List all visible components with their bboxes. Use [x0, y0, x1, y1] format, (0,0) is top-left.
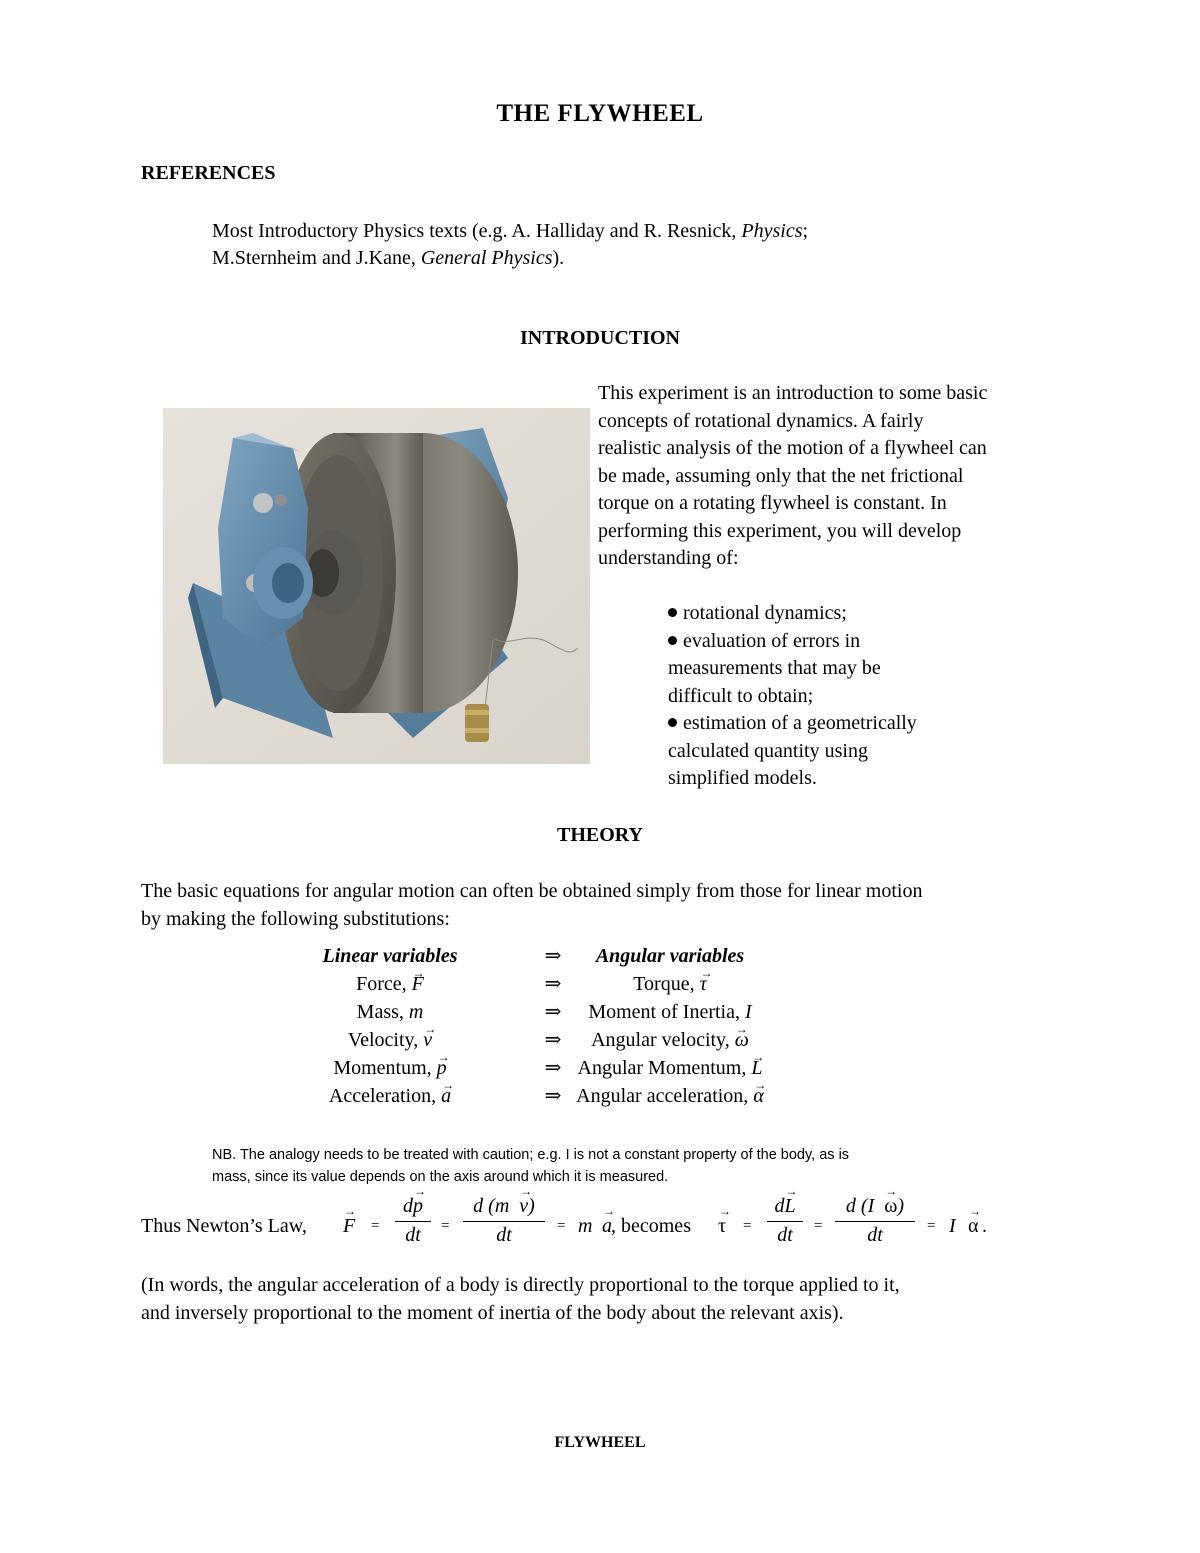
- note-line: mass, since its value depends on the axis around which it is measured.: [212, 1169, 669, 1185]
- list-item-text: rotational dynamics;: [683, 602, 847, 624]
- flywheel-photo: [163, 408, 590, 764]
- equals-sign: =: [441, 1218, 450, 1234]
- angular-label: Angular Momentum,: [577, 1057, 752, 1079]
- linear-symbol: v →: [423, 1026, 432, 1054]
- list-item: [668, 710, 1068, 738]
- references-heading: REFERENCES: [141, 162, 276, 184]
- page-title: THE FLYWHEEL: [496, 100, 704, 127]
- fraction-denominator: dt: [496, 1224, 512, 1246]
- force-symbol: F →: [343, 1215, 355, 1238]
- fraction-numerator: [395, 1195, 431, 1219]
- fraction-dL-dt: [767, 1195, 803, 1247]
- introduction-heading: INTRODUCTION: [519, 327, 681, 349]
- references-text: [212, 218, 1092, 272]
- angular-symbol: L →: [751, 1054, 762, 1082]
- angular-cell: [530, 1054, 810, 1082]
- linear-label: Momentum,: [333, 1057, 437, 1079]
- analogy-note: [212, 1144, 1012, 1188]
- list-item-text: estimation of a geometrically: [683, 712, 917, 734]
- angular-symbol: α →: [753, 1082, 764, 1110]
- implies-arrow: ⇒: [544, 973, 562, 995]
- list-item: [668, 628, 1068, 656]
- theory-heading: THEORY: [557, 824, 643, 846]
- equals-sign: =: [557, 1218, 566, 1234]
- implies-arrow: ⇒: [544, 1057, 562, 1079]
- equals-sign: =: [927, 1218, 936, 1234]
- linear-cell: [240, 1054, 540, 1082]
- angular-symbol: ω →: [735, 1026, 749, 1054]
- linear-cell: [240, 1082, 540, 1110]
- momentum-symbol: p →: [413, 1195, 423, 1218]
- note-line: NB. The analogy needs to be treated with caution; e.g. I is not a constant property of the body, as is: [212, 1147, 850, 1163]
- list-item: [668, 600, 1068, 628]
- linear-label: Force,: [356, 973, 412, 995]
- angular-label: Angular acceleration,: [576, 1085, 754, 1107]
- list-item-text: calculated quantity using: [668, 739, 868, 762]
- reference-line-1: [212, 218, 1092, 245]
- mass-symbol: m: [578, 1215, 593, 1237]
- newtons-law-equation: [141, 1195, 1141, 1265]
- angular-momentum-symbol: L →: [784, 1195, 795, 1218]
- fraction-numerator: d (m v →): [463, 1195, 545, 1219]
- fraction-bar: [835, 1221, 915, 1222]
- bullet-icon: [668, 718, 677, 727]
- linear-cell: [240, 1026, 540, 1054]
- table-row: [300, 1082, 900, 1110]
- fraction-denominator: dt: [777, 1224, 793, 1246]
- implies-arrow: ⇒: [544, 1001, 562, 1023]
- implies-arrow: ⇒: [544, 945, 562, 967]
- fraction-bar: [395, 1221, 431, 1222]
- header-angular: Angular variables: [595, 945, 745, 967]
- table-row: [300, 998, 900, 1026]
- linear-symbol: F →: [412, 970, 424, 998]
- linear-symbol: a →: [441, 1082, 451, 1110]
- fraction-denominator: dt: [867, 1224, 883, 1246]
- linear-cell: [240, 970, 540, 998]
- acceleration-symbol: a →: [602, 1215, 612, 1238]
- fraction-dIw-dt: [835, 1195, 915, 1247]
- fraction-denominator: dt: [405, 1224, 421, 1246]
- angular-acceleration-symbol: α →: [968, 1215, 978, 1238]
- angular-cell: [530, 998, 810, 1026]
- fraction-bar: [767, 1221, 803, 1222]
- objectives-list: [668, 600, 1068, 793]
- table-row: [300, 1026, 900, 1054]
- closing-line: and inversely proportional to the moment of inertia of the body about the relevant axis).: [141, 1301, 844, 1324]
- intro-line: realistic analysis of the motion of a flywheel can: [598, 437, 987, 459]
- implies-arrow: ⇒: [544, 1029, 562, 1051]
- table-row: [300, 970, 900, 998]
- header-linear: Linear variables: [322, 945, 458, 967]
- reference-line-2: [212, 245, 1092, 272]
- fraction-dmv-dt: [463, 1195, 545, 1247]
- becomes-text: , becomes: [611, 1215, 691, 1237]
- mass-symbol: m: [494, 1195, 510, 1217]
- linear-symbol: m: [408, 1001, 424, 1023]
- intro-line: torque on a rotating flywheel is constant. In: [598, 492, 947, 514]
- velocity-symbol: v →: [519, 1195, 528, 1218]
- theory-line: by making the following substitutions:: [141, 907, 450, 930]
- list-item-text: measurements that may be: [668, 657, 881, 679]
- linear-label: Mass,: [356, 1001, 409, 1023]
- table-header-row: [300, 942, 900, 970]
- angular-cell: [530, 1082, 810, 1110]
- fraction-bar: [463, 1221, 545, 1222]
- equals-sign: =: [814, 1218, 823, 1234]
- list-item-text: difficult to obtain;: [668, 684, 814, 707]
- theory-paragraph: [141, 878, 1071, 933]
- table-row: [300, 1054, 900, 1082]
- page-footer: FLYWHEEL: [554, 1434, 646, 1451]
- angular-velocity-symbol: ω →: [884, 1195, 897, 1218]
- d-symbol: d: [774, 1195, 785, 1217]
- intro-line: understanding of:: [598, 547, 739, 569]
- inertia-symbol: I: [949, 1215, 956, 1237]
- introduction-paragraph: [598, 380, 1068, 573]
- intro-line: performing this experiment, you will develop: [598, 519, 962, 542]
- angular-cell: [530, 970, 810, 998]
- angular-label: Angular velocity,: [591, 1029, 735, 1051]
- linear-label: Velocity,: [347, 1029, 424, 1051]
- closing-line: (In words, the angular acceleration of a body is directly proportional to the torque applied to it,: [141, 1274, 900, 1296]
- bullet-icon: [668, 608, 677, 617]
- list-item-text: evaluation of errors in: [683, 629, 861, 652]
- equation-end: .: [982, 1215, 987, 1237]
- reference-2-text: M.Sternheim and J.Kane,: [212, 247, 421, 269]
- linear-cell: [240, 998, 540, 1026]
- d-symbol: d: [473, 1195, 484, 1217]
- reference-1-text: Most Introductory Physics texts (e.g. A. Halliday and R. Resnick,: [212, 220, 742, 242]
- intro-line: concepts of rotational dynamics. A fairly: [598, 409, 924, 432]
- implies-arrow: ⇒: [544, 1085, 562, 1107]
- substitution-table: [300, 942, 900, 1110]
- d-symbol: d: [403, 1195, 413, 1217]
- torque-symbol: τ →: [718, 1215, 726, 1238]
- angular-label: Moment of Inertia,: [588, 1001, 745, 1023]
- list-item-text: simplified models.: [668, 767, 817, 789]
- reference-1-end: ;: [802, 220, 809, 242]
- linear-label: Acceleration,: [328, 1085, 442, 1107]
- closing-paragraph: [141, 1272, 1071, 1327]
- equation-prefix: Thus Newton’s Law,: [141, 1215, 307, 1237]
- intro-line: be made, assuming only that the net frictional: [598, 464, 964, 487]
- equals-sign: =: [371, 1218, 380, 1234]
- reference-2-book: General Physics: [420, 247, 553, 269]
- angular-label: Torque,: [633, 973, 700, 995]
- angular-symbol: τ →: [700, 970, 707, 998]
- bullet-icon: [668, 636, 677, 645]
- fraction-numerator: [767, 1195, 803, 1219]
- fraction-dp-dt: [395, 1195, 431, 1247]
- angular-symbol: I: [744, 1001, 752, 1023]
- theory-line: The basic equations for angular motion can often be obtained simply from those for linear motion: [141, 880, 923, 902]
- d-symbol: d: [845, 1195, 856, 1217]
- fraction-numerator: d (I ω →): [835, 1195, 915, 1219]
- intro-line: This experiment is an introduction to some basic: [598, 382, 988, 404]
- reference-2-end: ).: [552, 247, 565, 269]
- inertia-symbol: I: [867, 1195, 875, 1217]
- reference-1-book: Physics: [741, 220, 803, 242]
- linear-symbol: p →: [437, 1054, 447, 1082]
- angular-cell: [530, 1026, 810, 1054]
- equals-sign: =: [743, 1218, 752, 1234]
